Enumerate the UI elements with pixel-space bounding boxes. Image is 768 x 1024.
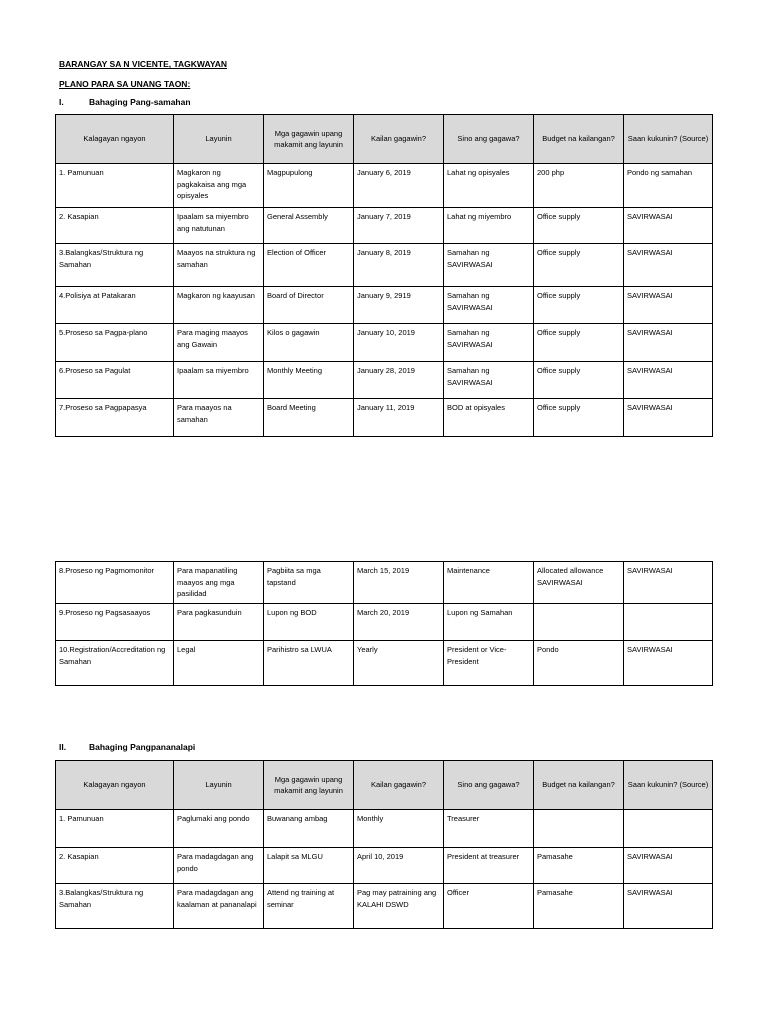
table-cell: Office supply	[534, 362, 624, 399]
column-header: Kailan gagawin?	[354, 761, 444, 810]
table-cell: Pamasahe	[534, 884, 624, 929]
table-cell: 9.Proseso ng Pagsasaayos	[56, 604, 174, 641]
column-header: Layunin	[174, 115, 264, 164]
table-cell: Parihistro sa LWUA	[264, 641, 354, 686]
table-cell: 2. Kasapian	[56, 848, 174, 884]
table-row	[56, 399, 713, 437]
table-cell	[624, 810, 713, 848]
table-cell: Pagbiita sa mga tapstand	[264, 562, 354, 604]
section-1-title: Bahaging Pang-samahan	[89, 97, 191, 107]
section-1-heading	[59, 97, 191, 107]
table-cell: January 6, 2019	[354, 164, 444, 208]
table-row	[56, 244, 713, 287]
plan-title: PLANO PARA SA UNANG TAON:	[59, 79, 191, 89]
table-cell: Ipaalam sa miyembro ang natutunan	[174, 208, 264, 244]
table-cell: Lahat ng opisyales	[444, 164, 534, 208]
table-cell: January 11, 2019	[354, 399, 444, 437]
table-cell: 2. Kasapian	[56, 208, 174, 244]
table-cell: 200 php	[534, 164, 624, 208]
column-header: Budget na kailangan?	[534, 761, 624, 810]
table-cell: Office supply	[534, 287, 624, 324]
table-cell: Attend ng training at seminar	[264, 884, 354, 929]
table-cell: 10.Registration/Accreditation ng Samahan	[56, 641, 174, 686]
table-row	[56, 562, 713, 604]
table-cell: 1. Pamunuan	[56, 164, 174, 208]
table-cell: Lahat ng miyembro	[444, 208, 534, 244]
table-cell: 8.Proseso ng Pagmomonitor	[56, 562, 174, 604]
table-cell: Office supply	[534, 244, 624, 287]
table-cell: Ipaalam sa miyembro	[174, 362, 264, 399]
table-cell: Allocated allowance SAVIRWASAI	[534, 562, 624, 604]
table-cell: April 10, 2019	[354, 848, 444, 884]
table-cell: 7.Proseso sa Pagpapasya	[56, 399, 174, 437]
table-cell: 6.Proseso sa Pagulat	[56, 362, 174, 399]
table-cell: Pondo ng samahan	[624, 164, 713, 208]
table-cell: Kilos o gagawin	[264, 324, 354, 362]
table-cell: 4.Polisiya at Patakaran	[56, 287, 174, 324]
table-cell: SAVIRWASAI	[624, 848, 713, 884]
table-cell	[624, 604, 713, 641]
table-cell: January 28, 2019	[354, 362, 444, 399]
table-cell: President or Vice-President	[444, 641, 534, 686]
table-cell: 1. Pamunuan	[56, 810, 174, 848]
table-cell: Lalapit sa MLGU	[264, 848, 354, 884]
column-header: Mga gagawin upang makamit ang layunin	[264, 761, 354, 810]
table-cell: Legal	[174, 641, 264, 686]
table-cell: Officer	[444, 884, 534, 929]
table-cell: Para maayos na samahan	[174, 399, 264, 437]
table-cell: SAVIRWASAI	[624, 324, 713, 362]
table-cell: Yearly	[354, 641, 444, 686]
table-cell: Magkaron ng kaayusan	[174, 287, 264, 324]
table-cell: Samahan ng SAVIRWASAI	[444, 324, 534, 362]
column-header: Sino ang gagawa?	[444, 115, 534, 164]
table-row	[56, 324, 713, 362]
column-header: Mga gagawin upang makamit ang layunin	[264, 115, 354, 164]
section-2-heading	[59, 742, 195, 752]
table-row	[56, 164, 713, 208]
table-cell: Para madagdagan ang kaalaman at pananalapi	[174, 884, 264, 929]
table-cell: Pag may patraining ang KALAHI DSWD	[354, 884, 444, 929]
table-cell: March 15, 2019	[354, 562, 444, 604]
table-cell	[534, 810, 624, 848]
table-cell: Samahan ng SAVIRWASAI	[444, 244, 534, 287]
table-cell: Office supply	[534, 399, 624, 437]
organization-plan-table	[55, 114, 713, 437]
column-header: Saan kukunin? (Source)	[624, 761, 713, 810]
table-row	[56, 362, 713, 399]
table-cell: Pondo	[534, 641, 624, 686]
table-cell: SAVIRWASAI	[624, 641, 713, 686]
table-cell: Lupon ng BOD	[264, 604, 354, 641]
section-2-numeral: II.	[59, 742, 67, 752]
table-cell: SAVIRWASAI	[624, 562, 713, 604]
table-cell	[534, 604, 624, 641]
table-cell: Para pagkasunduin	[174, 604, 264, 641]
organization-plan-table-continued	[55, 561, 713, 686]
table-cell: Pamasahe	[534, 848, 624, 884]
table-cell: General Assembly	[264, 208, 354, 244]
table-cell: BOD at opisyales	[444, 399, 534, 437]
column-header: Kalagayan ngayon	[56, 115, 174, 164]
table-cell: Maintenance	[444, 562, 534, 604]
table-cell: January 8, 2019	[354, 244, 444, 287]
table-cell: Samahan ng SAVIRWASAI	[444, 362, 534, 399]
table-cell: SAVIRWASAI	[624, 287, 713, 324]
table-cell: January 9, 2919	[354, 287, 444, 324]
section-1-numeral: I.	[59, 97, 64, 107]
table-row	[56, 208, 713, 244]
table-cell: Lupon ng Samahan	[444, 604, 534, 641]
table-cell: Monthly Meeting	[264, 362, 354, 399]
table-row	[56, 604, 713, 641]
table-cell: 3.Balangkas/Struktura ng Samahan	[56, 244, 174, 287]
table-cell: SAVIRWASAI	[624, 884, 713, 929]
table-cell: Buwanang ambag	[264, 810, 354, 848]
table-cell: SAVIRWASAI	[624, 362, 713, 399]
table-cell: Treasurer	[444, 810, 534, 848]
table-cell: Maayos na struktura ng samahan	[174, 244, 264, 287]
table-cell: Office supply	[534, 208, 624, 244]
table-cell: January 10, 2019	[354, 324, 444, 362]
section-2-title: Bahaging Pangpananalapi	[89, 742, 196, 752]
column-header: Layunin	[174, 761, 264, 810]
column-header: Kailan gagawin?	[354, 115, 444, 164]
column-header: Budget na kailangan?	[534, 115, 624, 164]
table-cell: Board Meeting	[264, 399, 354, 437]
table-cell: Paglumaki ang pondo	[174, 810, 264, 848]
table-cell: Magkaron ng pagkakaisa ang mga opisyales	[174, 164, 264, 208]
table-cell: Para mapanatiling maayos ang mga pasilidad	[174, 562, 264, 604]
table-header-row	[56, 761, 713, 810]
table-cell: Magpupulong	[264, 164, 354, 208]
table-cell: January 7, 2019	[354, 208, 444, 244]
table-row	[56, 848, 713, 884]
table-cell: Office supply	[534, 324, 624, 362]
table-cell: 5.Proseso sa Pagpa-plano	[56, 324, 174, 362]
table-row	[56, 287, 713, 324]
table-cell: Monthly	[354, 810, 444, 848]
table-cell: SAVIRWASAI	[624, 244, 713, 287]
table-cell: 3.Balangkas/Struktura ng Samahan	[56, 884, 174, 929]
table-cell: SAVIRWASAI	[624, 208, 713, 244]
table-row	[56, 884, 713, 929]
table-header-row	[56, 115, 713, 164]
table-cell: Samahan ng SAVIRWASAI	[444, 287, 534, 324]
table-row	[56, 641, 713, 686]
column-header: Kalagayan ngayon	[56, 761, 174, 810]
column-header: Sino ang gagawa?	[444, 761, 534, 810]
table-cell: President at treasurer	[444, 848, 534, 884]
barangay-heading: BARANGAY SA N VICENTE, TAGKWAYAN	[59, 59, 227, 69]
table-cell: Election of Officer	[264, 244, 354, 287]
table-cell: Board of Director	[264, 287, 354, 324]
table-cell: Para maging maayos ang Gawain	[174, 324, 264, 362]
finance-plan-table	[55, 760, 713, 929]
column-header: Saan kukunin? (Source)	[624, 115, 713, 164]
table-cell: March 20, 2019	[354, 604, 444, 641]
table-cell: SAVIRWASAI	[624, 399, 713, 437]
table-row	[56, 810, 713, 848]
table-cell: Para madagdagan ang pondo	[174, 848, 264, 884]
